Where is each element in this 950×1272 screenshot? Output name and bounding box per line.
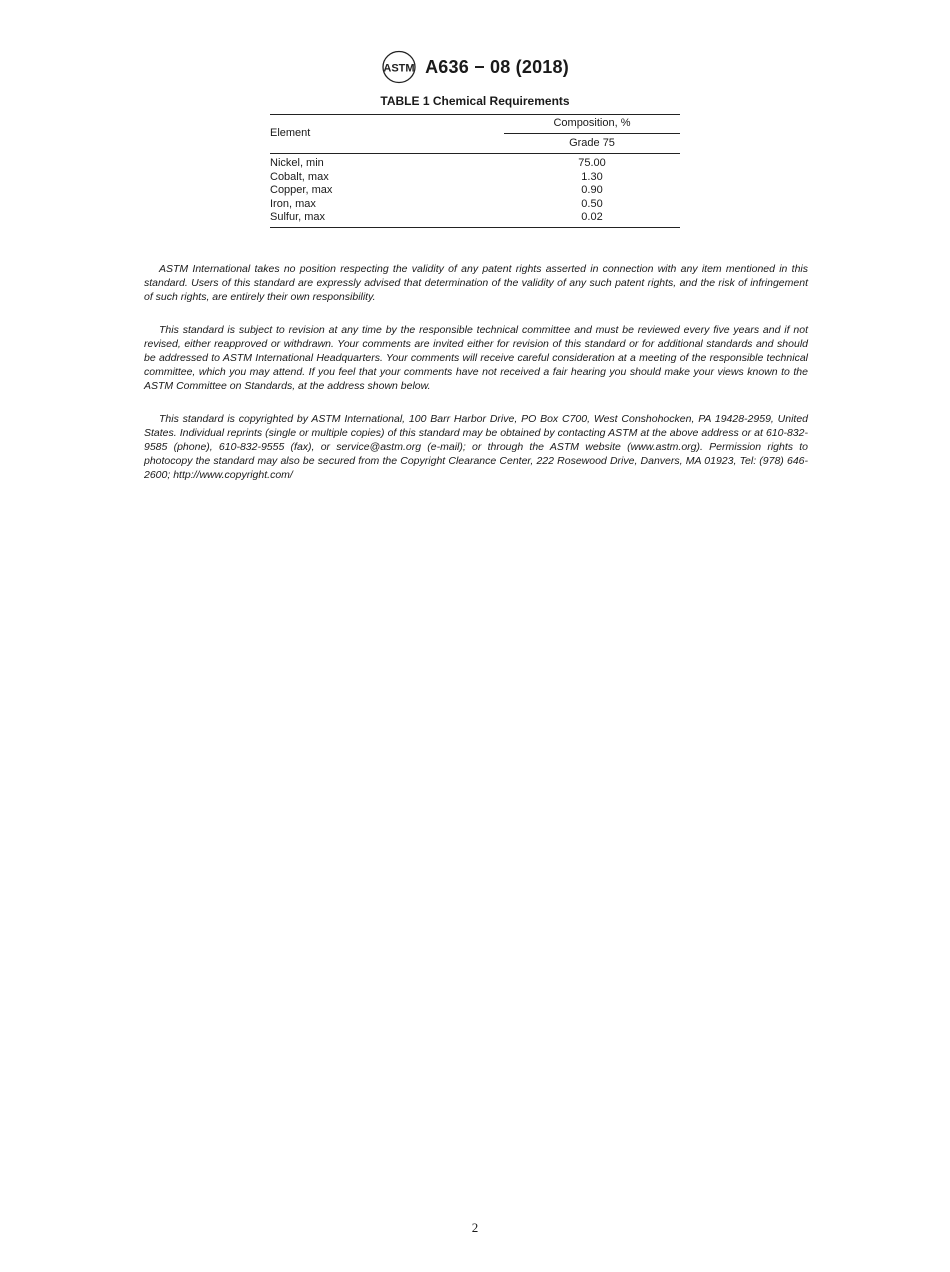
patent-notice: ASTM International takes no position respecting the validity of any patent rights asserted in connection with any item mentioned in this standard. Users of this standard are expressly advised that determination of the validity of any such patent rights, and the risk of infringement of such rights, are entirely their own responsibility. xyxy=(144,263,808,303)
page-number: 2 xyxy=(471,1220,479,1235)
element-value: 75.00 xyxy=(578,157,606,169)
chemical-requirements-table-block xyxy=(270,94,680,228)
page-header xyxy=(0,50,950,84)
element-value: 0.50 xyxy=(581,197,603,210)
chemical-requirements-table xyxy=(270,114,680,228)
element-name: Cobalt, max xyxy=(270,170,329,183)
column-header-element: Element xyxy=(270,115,504,154)
revision-notice: This standard is subject to revision at any time by the responsible technical committee and must be reviewed every five years and if not revised, either reapproved or withdrawn. Your comments are invited either for revision of this standard or for additional standards and should be addressed to ASTM International Headquarters. Your comments will receive careful consideration at a meeting of the responsible technical committee, which you may attend. If you feel that your comments have not received a fair hearing you should make your views known to the ASTM Committee on Standards, at the address shown below. xyxy=(144,324,808,392)
element-value: 0.02 xyxy=(504,211,680,227)
svg-text:ASTM: ASTM xyxy=(383,62,415,75)
element-name: Sulfur, max xyxy=(270,211,504,227)
table-row xyxy=(270,184,680,198)
element-name: Nickel, min xyxy=(270,157,324,169)
legal-notices xyxy=(144,262,808,501)
table-row xyxy=(270,171,680,185)
table-row xyxy=(270,198,680,212)
copyright-notice: This standard is copyrighted by ASTM International, 100 Barr Harbor Drive, PO Box C700, West Conshohocken, PA 19428-2959, United States. Individual reprints (single or multiple copies) of this standard may be obtained by contacting ASTM at the above address or at 610-832-9585 (phone), 610-832-9555 (fax), or service@astm.org (e-mail); or through the ASTM website (www.astm.org). Permission rights to photocopy the standard may also be secured from the Copyright Clearance Center, 222 Rosewood Drive, Danvers, MA 01923, Tel: (978) 646-2600; http://www.copyright.com/ xyxy=(144,413,808,481)
table-row xyxy=(270,154,680,171)
element-name: Iron, max xyxy=(270,197,316,210)
element-value: 0.90 xyxy=(581,184,603,196)
element-name: Copper, max xyxy=(270,184,333,196)
table-row xyxy=(270,211,680,227)
column-header-grade: Grade 75 xyxy=(504,133,680,154)
table-caption: TABLE 1 Chemical Requirements xyxy=(380,94,570,108)
document-designation: A636 − 08 (2018) xyxy=(425,56,569,77)
column-header-composition: Composition, % xyxy=(504,115,680,134)
element-value: 1.30 xyxy=(581,170,603,183)
astm-logo-icon xyxy=(381,50,417,84)
